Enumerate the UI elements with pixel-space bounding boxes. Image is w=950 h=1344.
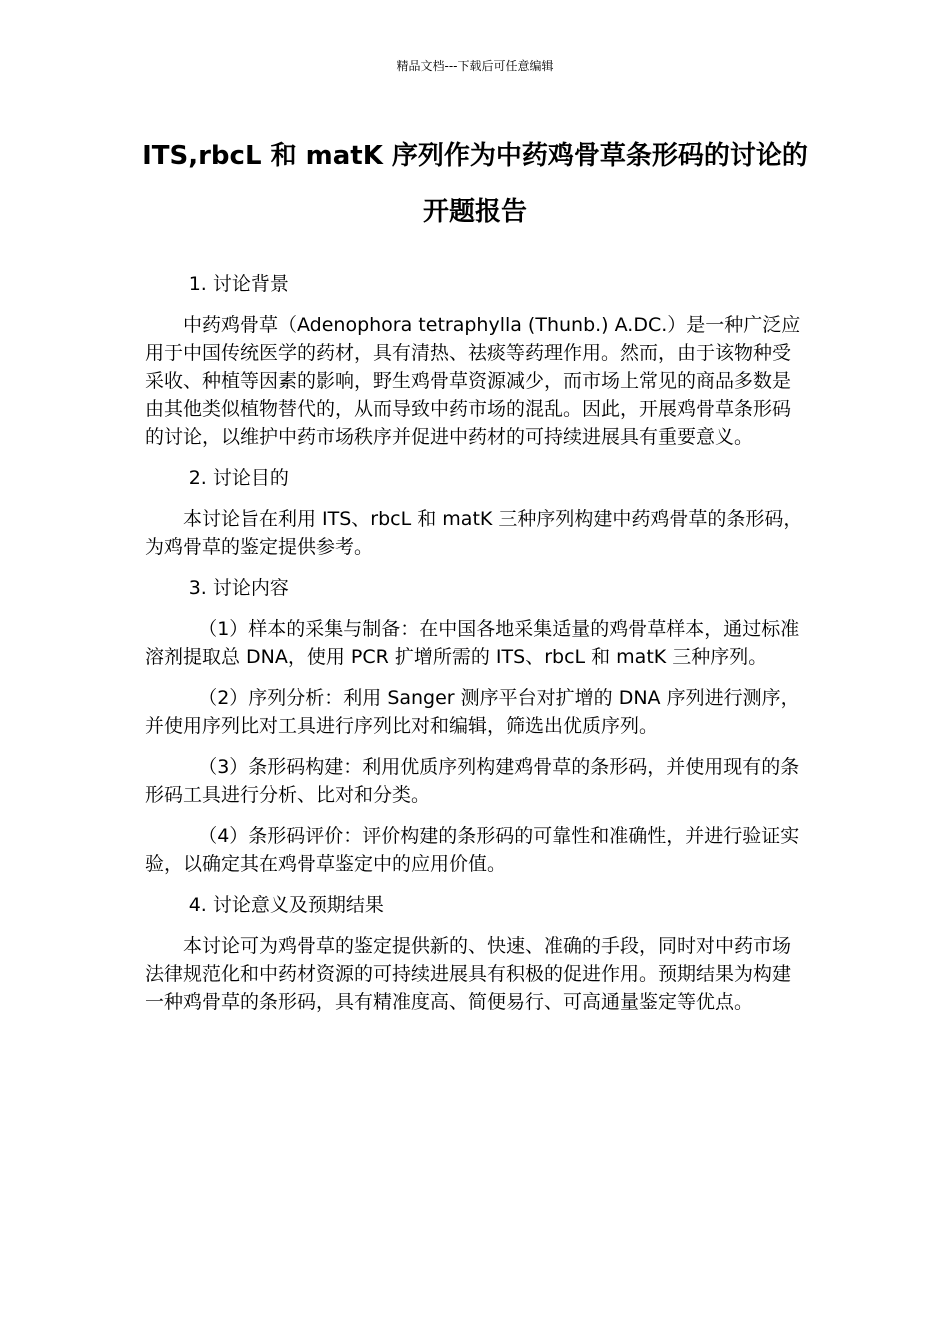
paragraph-background: 中药鸡骨草（Adenophora tetraphylla (Thunb.) A.DC.）是一种广泛应用于中国传统医学的药材，具有清热、祛痰等药理作用。然而，由于该物种受采收、种植等因素的影响，野生鸡骨草资源减少，而市场上常见的商品多数是由其他类似植物替代的，从而导致中药市场的混乱。因此，开展鸡骨草条形码的讨论，以维护中药市场秩序并促进中药材的可持续进展具有重要意义。	[145, 314, 801, 448]
document-title: ITS,rbcL 和 matK 序列作为中药鸡骨草条形码的讨论的开题报告	[142, 141, 808, 227]
section-heading-purpose: 2. 讨论目的	[188, 467, 289, 489]
section-heading-background: 1. 讨论背景	[188, 273, 289, 295]
paragraph-purpose: 本讨论旨在利用 ITS、rbcL 和 matK 三种序列构建中药鸡骨草的条形码，为鸡骨草的鉴定提供参考。	[145, 508, 803, 558]
content-item-barcode-construction: （3）条形码构建：利用优质序列构建鸡骨草的条形码，并使用现有的条形码工具进行分析、比对和分类。	[145, 756, 800, 806]
document-body	[145, 270, 807, 1029]
section-heading-content: 3. 讨论内容	[188, 577, 289, 599]
header-note: 精品文档---下载后可任意编辑	[396, 59, 554, 73]
paragraph-significance: 本讨论可为鸡骨草的鉴定提供新的、快速、准确的手段，同时对中药市场法律规范化和中药材资源的可持续进展具有积极的促进作用。预期结果为构建一种鸡骨草的条形码，具有精准度高、简便易行、可高通量鉴定等优点。	[145, 935, 792, 1013]
section-heading-significance: 4. 讨论意义及预期结果	[188, 894, 384, 916]
content-item-barcode-evaluation: （4）条形码评价：评价构建的条形码的可靠性和准确性，并进行验证实验，以确定其在鸡骨草鉴定中的应用价值。	[145, 825, 800, 875]
content-item-sampling: （1）样本的采集与制备：在中国各地采集适量的鸡骨草样本，通过标准溶剂提取总 DNA，使用 PCR 扩增所需的 ITS、rbcL 和 matK 三种序列。	[145, 618, 800, 668]
content-item-sequence-analysis: （2）序列分析：利用 Sanger 测序平台对扩增的 DNA 序列进行测序，并使用序列比对工具进行序列比对和编辑，筛选出优质序列。	[145, 687, 800, 737]
